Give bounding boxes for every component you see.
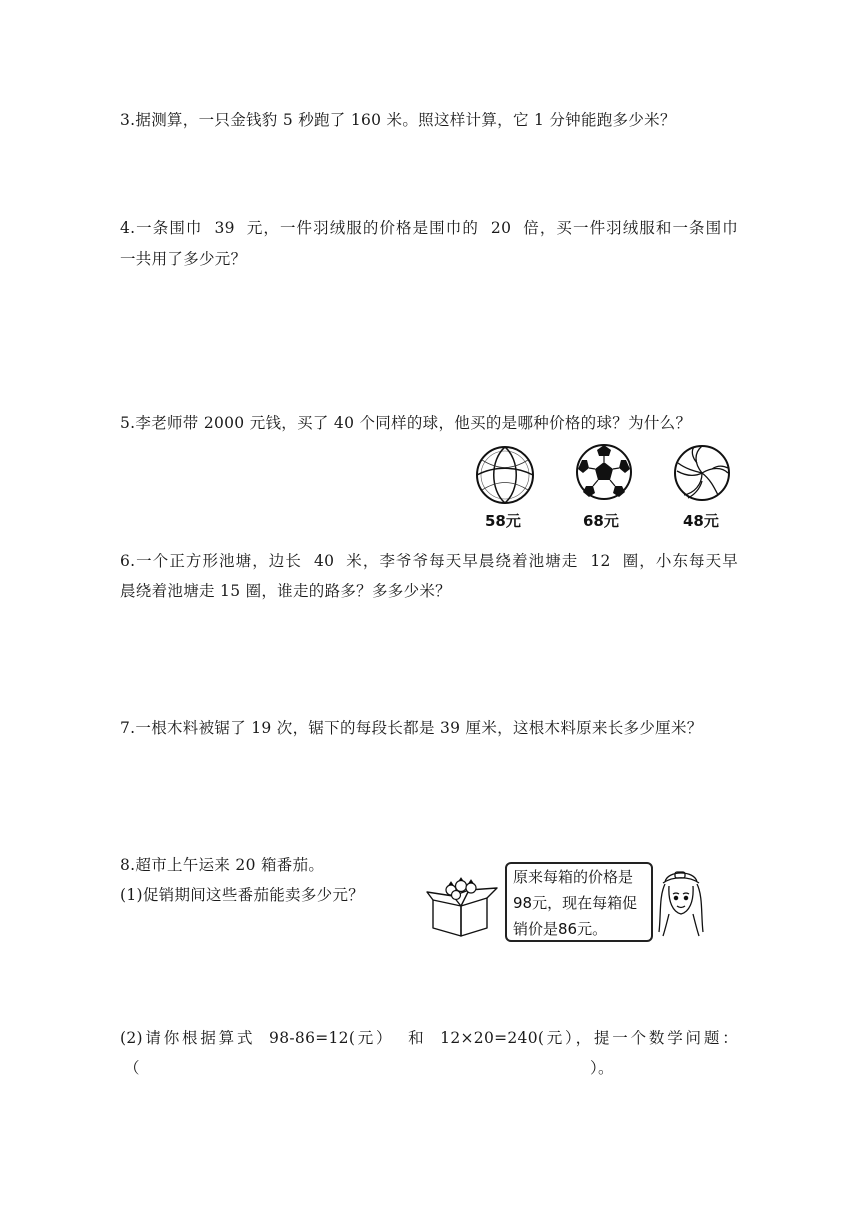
- volleyball-icon: [672, 443, 732, 503]
- speech-bubble: [505, 862, 653, 942]
- soccer-ball-price: 68元: [583, 512, 619, 530]
- question-6-line-1: 6.一个正方形池塘，边长 40 米，李爷爷每天早晨绕着池塘走 12 圈，小东每天早: [120, 552, 738, 570]
- speech-bubble-line-1: 原来每箱的价格是: [513, 868, 634, 886]
- question-5: 5.李老师带 2000 元钱，买了 40 个同样的球，他买的是哪种价格的球？为什么？: [120, 414, 692, 432]
- tomato-box-icon: [425, 876, 501, 940]
- girl-icon: [655, 866, 707, 940]
- basketball-price: 58元: [485, 512, 521, 530]
- question-7: 7.一根木料被锯了 19 次，锯下的每段长都是 39 厘米，这根木料原来长多少厘米？: [120, 719, 703, 737]
- question-6-line-2: 晨绕着池塘走 15 圈，谁走的路多？多多少米？: [120, 582, 451, 600]
- question-8-part-1: (1)促销期间这些番茄能卖多少元？: [120, 886, 365, 904]
- answer-blank-open: （: [124, 1059, 140, 1077]
- question-8: 8.超市上午运来 20 箱番茄。: [120, 856, 325, 874]
- question-4-line-1: 4.一条围巾 39 元，一件羽绒服的价格是围巾的 20 倍，买一件羽绒服和一条围巾: [120, 219, 738, 237]
- speech-bubble-line-2: 98元，现在每箱促: [513, 894, 638, 912]
- soccer-ball-icon: [574, 442, 634, 502]
- question-8-part-2: (2)请你根据算式 98-86=12(元） 和 12×20=240(元），提一个数学问题：: [120, 1029, 738, 1047]
- answer-blank-close: ）。: [590, 1059, 614, 1077]
- question-3: 3.据测算，一只金钱豹 5 秒跑了 160 米。照这样计算，它 1 分钟能跑多少米？: [120, 111, 676, 129]
- basketball-icon: [474, 444, 536, 506]
- volleyball-price: 48元: [683, 512, 719, 530]
- speech-bubble-line-3: 销价是86元。: [513, 920, 608, 938]
- question-4-line-2: 一共用了多少元？: [120, 250, 247, 268]
